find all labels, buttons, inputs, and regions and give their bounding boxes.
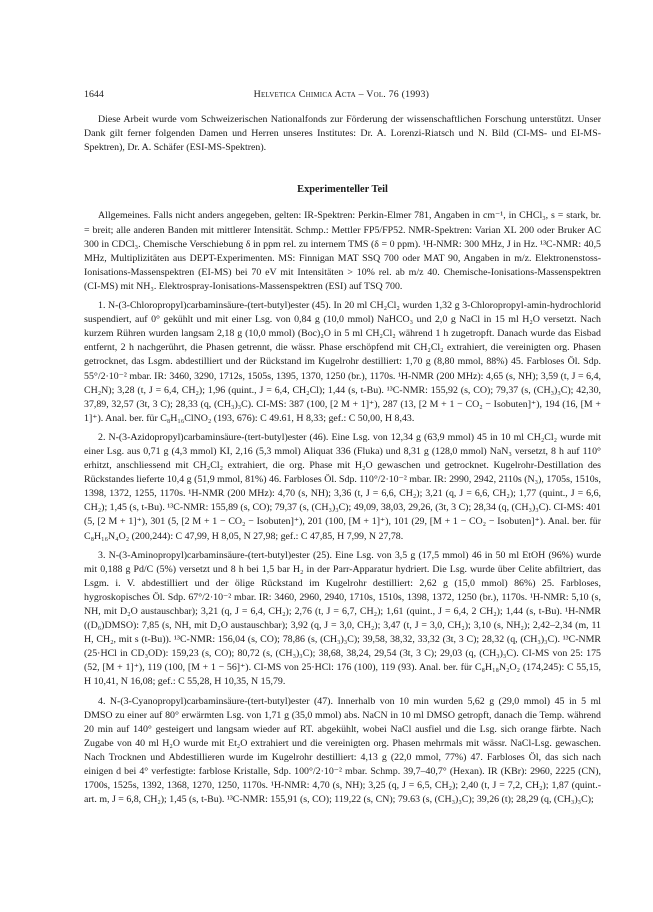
procedure-paragraph-1: 1. N-(3-Chloropropyl)carbaminsäure-(tert-butyl)ester (45). In 20 ml CH₂Cl₂ wurden 1,32 g 3-Chloropropyl-amin-hydrochlorid suspendiert, auf 0° gekühlt und mit einer Lsg. von 0,84 g (10,0 mmol) NaHCO₃ und 2,0 g NaCl in 15 ml H₂O versetzt. Nach kurzem Rühren wurden langsam 2,18 g (10,0 mmol) (Boc)₂O in 5 ml CH₂Cl₂ während 1 h zugetropft. Danach wurde das Eisbad entfernt, 2 h nachgerührt, die Phasen getrennt, die wässr. Phase erschöpfend mit CH₂Cl₂ extrahiert, die vereinigten org. Phasen getrocknet, das Lsgm. abdestilliert und der Rückstand im Kugelrohr destilliert: 1,70 g (8,80 mmol, 88%) 45. Farbloses Öl. Sdp. 55°/2·10⁻² mbar. IR: 3460, 3290, 1712s, 1505s, 1395, 1370, 1250 (br.), 1170s. ¹H-NMR (200 MHz): 4,65 (s, NH); 3,59 (t, J = 6,4, CH₂N); 3,28 (t, J = 6,4, CH₂); 1,96 (quint., J = 6,4, CH₂Cl); 1,44 (s, t-Bu). ¹³C-NMR: 155,92 (s, CO); 79,37 (s, (CH₃)₃C); 42,30, 37,89, 32,57 (3t, 3 C); 28,33 (q, (CH₃)₃C). CI-MS: 387 (100, [2 M + 1]⁺), 287 (13, [2 M + 1 − CO₂ − Isobuten]⁺), 194 (16, [M + 1]⁺). Anal. ber. für C₈H₁₆ClNO₂ (193, 676): C 49.61, H 8,33; gef.: C 50,00, H 8,43.: [84, 300, 601, 424]
procedure-paragraph-2: 2. N-(3-Azidopropyl)carbaminsäure-(tert-butyl)ester (46). Eine Lsg. von 12,34 g (63,9 mmol) 45 in 10 ml CH₂Cl₂ wurde mit einer Lsg. aus 0,71 g (4,3 mmol) KI, 2,16 (5,3 mmol) Aliquat 336 (Fluka) und 8,31 g (128,0 mmol) NaN₃ versetzt, 8 h auf 110° erhitzt, anschliessend mit CH₂Cl₂ extrahiert, die org. Phase mit H₂O gewaschen und getrocknet. Kugelrohr-Destillation des Rückstandes lieferte 10,4 g (51,9 mmol, 81%) 46. Farbloses Öl. Sdp. 110°/2·10⁻² mbar. IR: 2990, 2942, 2110s (N₃), 1705s, 1510s, 1398, 1372, 1255, 1170s. ¹H-NMR (200 MHz): 4,70 (s, NH); 3,36 (t, J = 6,6, CH₂); 3,21 (q, J = 6,6, CH₂); 1,77 (quint., J = 6,6, CH₂); 1,45 (s, t-Bu). ¹³C-NMR: 155,89 (s, CO); 79,37 (s, (CH₃)₃C); 49,09, 38,03, 29,26, (3t, 3 C); 28,34 (q, (CH₃)₃C). CI-MS: 401 (5, [2 M + 1]⁺), 301 (5, [2 M + 1 − CO₂ − Isobuten]⁺), 201 (100, [M + 1]⁺), 101 (29, [M + 1 − CO₂ − Isobuten]⁺). Anal. ber. für C₈H₁₆N₄O₂ (200,244): C 47,99, H 8,05, N 27,98; gef.: C 47,85, H 7,99, N 27,78.: [84, 431, 601, 542]
acknowledgement-paragraph: Diese Arbeit wurde vom Schweizerischen Nationalfonds zur Förderung der wissenschaftlichen Forschung unterstützt. Unser Dank gilt ferner folgenden Damen und Herren unseres Institutes: Dr. A. Lorenzi-Riatsch und N. Bild (CI-MS- und EI-MS-Spektren), Dr. A. Schäfer (ESI-MS-Spektren).: [84, 114, 601, 154]
procedure-paragraph-4: 4. N-(3-Cyanopropyl)carbaminsäure-(tert-butyl)ester (47). Innerhalb von 10 min wurden 5,62 g (29,0 mmol) 45 in 5 ml DMSO zu einer auf 80° erwärmten Lsg. von 1,71 g (35,0 mmol) abs. NaCN in 10 ml DMSO getropft, danach die Temp. während 20 min auf 140° gesteigert und langsam wieder auf RT. abgekühlt, wobei NaCl ausfiel und die Lsg. sich orange färbte. Nach Zugabe von 40 ml H₂O wurde mit Et₂O extrahiert und die vereinigten org. Phasen mehrmals mit wässr. NaCl-Lsg. gewaschen. Nach Trocknen und Abdestillieren wurde im Kugelrohr destilliert: 4,13 g (22,0 mmol, 77%) 47. Farbloses Öl, das sich nach einigen d bei 4° verfestigte: farblose Kristalle, Sdp. 100°/2·10⁻² mbar. Schmp. 39,7–40,7° (Hexan). IR (KBr): 2960, 2225 (CN), 1700s, 1525s, 1392, 1368, 1270, 1250, 1170s. ¹H-NMR: 4,70 (s, NH); 3,25 (q, J = 6,5, CH₂); 2,40 (t, J = 7,2, CH₂); 1,87 (quint.-art. m, J = 6,8, CH₂); 1,45 (s, t-Bu). ¹³C-NMR: 155,91 (s, CO); 119,22 (s, CN); 79.63 (s, (CH₃)₃C); 39,26 (t); 28,29 (q, (CH₃)₃C);: [84, 695, 601, 806]
general-paragraph: Allgemeines. Falls nicht anders angegeben, gelten: IR-Spektren: Perkin-Elmer 781, Angaben in cm⁻¹, in CHCl₃, s = stark, br. = breit; alle anderen Banden mit mittlerer Intensität. Schmp.: Mettler FP5/FP52. NMR-Spektren: Varian XL 200 oder Bruker AC 300 in CDCl₃. Chemische Verschiebung δ in ppm rel. zu internem TMS (δ = 0 ppm). ¹H-NMR: 300 MHz, J in Hz. ¹³C-NMR: 40,5 MHz, Multiplizitäten aus DEPT-Experimenten. MS: Finnigan MAT SSQ 700 oder MAT 90, Angaben in m/z. Elektronenstoss-Ionisations-Massenspektren (EI-MS) bei 70 eV mit Intensitäten > 10% rel. ab m/z 40. Chemische-Ionisations-Massenspektren (CI-MS) mit NH₃. Elektrospray-Ionisations-Massenspektren (ESI) auf TSQ 700.: [84, 210, 601, 292]
running-header: [84, 88, 601, 102]
page-number: 1644: [84, 89, 104, 100]
journal-title: Helvetica Chimica Acta – Vol. 76 (1993): [253, 89, 430, 100]
procedure-paragraph-3: 3. N-(3-Aminopropyl)carbaminsäure-(tert-butyl)ester (25). Eine Lsg. von 3,5 g (17,5 mmol) 46 in 50 ml EtOH (96%) wurde mit 0,188 g Pd/C (5%) versetzt und 8 h bei 1,5 bar H₂ in der Parr-Apparatur hydriert. Die Lsg. wurde über Celite abfiltriert, das Lsgm. i. V. abdestilliert und der ölige Rückstand im Kugelrohr destilliert: 2,62 g (15,0 mmol) 86%) 25. Farbloses, hygroskopisches Öl. Sdp. 67°/2·10⁻² mbar. IR: 3460, 2960, 2940, 1710s, 1510s, 1398, 1372, 1250 (br.), 1170s. ¹H-NMR: 5,10 (s, NH, mit D₂O austauschbar); 3,21 (q, J = 6,4, CH₂); 2,76 (t, J = 6,7, CH₂); 1,61 (quint., J = 6,4, 2 CH₂); 1,44 (s, t-Bu). ¹H-NMR ((D₆)DMSO): 7,85 (s, NH, mit D₂O austauschbar); 3,92 (q, J = 3,0, CH₂); 3,47 (t, J = 3,0, CH₂); 3,10 (s, NH₂); 2,42–2,34 (m, 11 H, CH₂, mit s (t-Bu)). ¹³C-NMR: 156,04 (s, CO); 78,86 (s, (CH₃)₃C); 39,58, 38,32, 33,32 (3t, 3 C); 28,32 (q, (CH₃)₃C). ¹³C-NMR (25·HCl in CD₃OD): 159,23 (s, CO); 80,72 (s, (CH₃)₃C); 38,68, 38,24, 29,54 (3t, 3 C); 29,03 (q, (CH₃)₃C). CI-MS von 25: 175 (52, [M + 1]⁺), 119 (100, [M + 1 − 56]⁺). CI-MS von 25·HCl: 176 (100), 119 (93). Anal. ber. für C₈H₁₈N₂O₂ (174,245): C 55,15, H 10,41, N 16,08; gef.: C 55,28, H 10,35, N 15,79.: [84, 549, 601, 688]
section-heading: Experimenteller Teil: [297, 184, 388, 196]
